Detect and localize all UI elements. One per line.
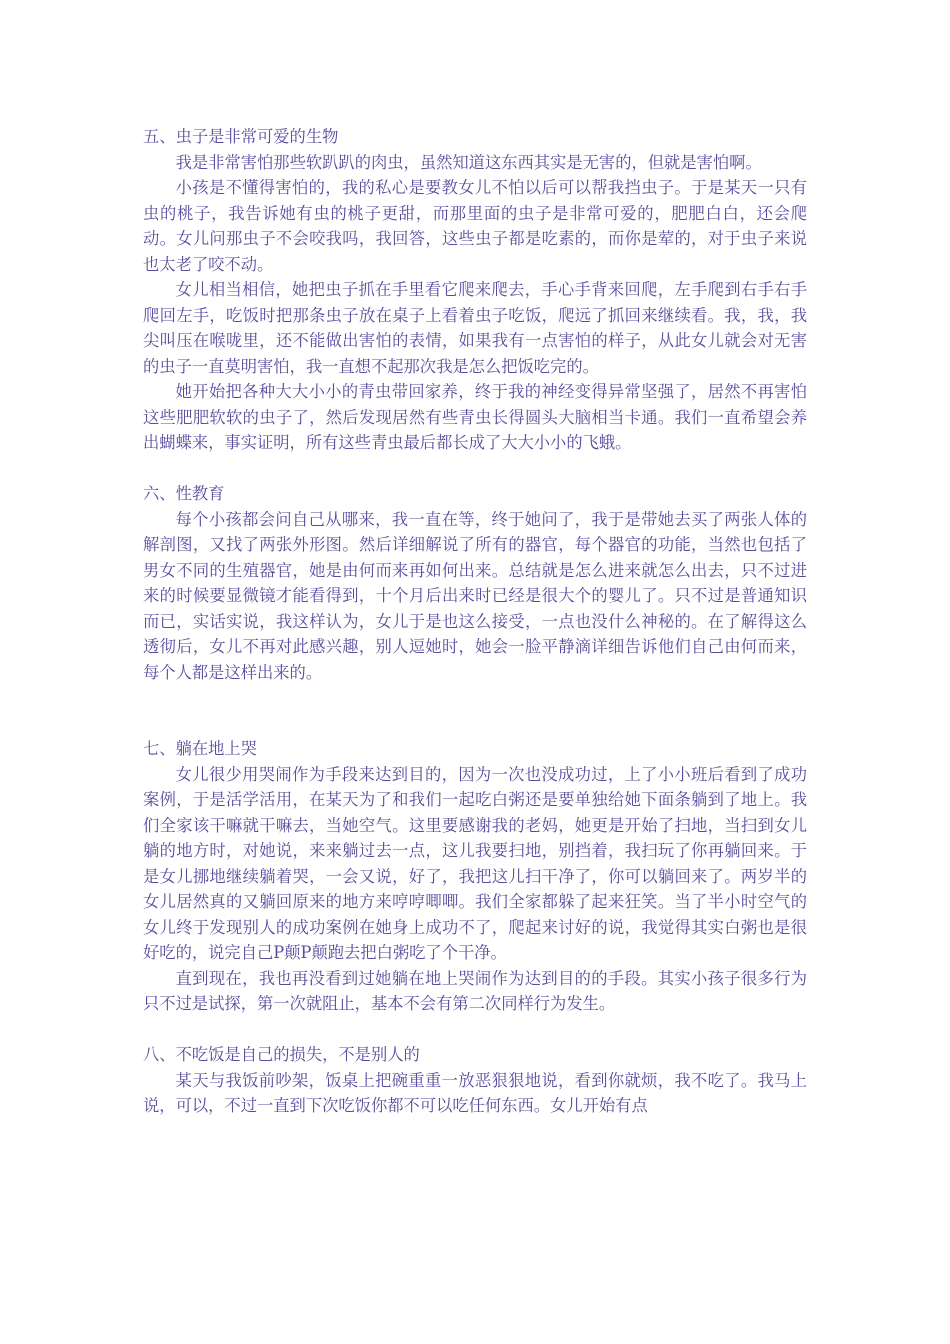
section-heading: 七、躺在地上哭 xyxy=(143,739,257,758)
paragraph: 某天与我饭前吵架，饭桌上把碗重重一放恶狠狠地说，看到你就烦，我不吃了。我马上说，可以，不过一直到下次吃饭你都不可以吃任何东西。女儿开始有点 xyxy=(143,1070,807,1115)
paragraph: 小孩是不懂得害怕的，我的私心是要教女儿不怕以后可以帮我挡虫子。于是某天一只有虫的桃子，我告诉她有虫的桃子更甜，而那里面的虫子是非常可爱的，肥肥白白，还会爬动。女儿问那虫子不会咬我吗，我回答，这些虫子都是吃素的，而你是荤的，对于虫子来说也太老了咬不动。 xyxy=(143,178,807,274)
section-sex-education xyxy=(143,481,807,685)
section-spacer xyxy=(143,685,807,736)
section-spacer xyxy=(143,1017,807,1043)
paragraph: 每个小孩都会问自己从哪来，我一直在等，终于她问了，我于是带她去买了两张人体的解剖图，又找了两张外形图。然后详细解说了所有的器官，每个器官的功能，当然也包括了男女不同的生殖器官，她是由何而来再如何出来。总结就是怎么进来就怎么出去，只不过进来的时候要显微镜才能看得到，十个月后出来时已经是很大个的婴儿了。只不过是普通知识而已，实话实说，我这样认为，女儿于是也这么接受，一点也没什么神秘的。在了解得这么透彻后，女儿不再对此感兴趣，别人逗她时，她会一脸平静滴详细告诉他们自己由何而来，每个人都是这样出来的。 xyxy=(143,509,807,682)
paragraph: 我是非常害怕那些软趴趴的肉虫，虽然知道这东西其实是无害的，但就是害怕啊。 xyxy=(175,152,762,172)
section-not-eating xyxy=(143,1042,807,1119)
section-spacer xyxy=(143,456,807,482)
paragraph: 直到现在，我也再没看到过她躺在地上哭闹作为达到目的的手段。其实小孩子很多行为只不过是试探，第一次就阻止，基本不会有第二次同样行为发生。 xyxy=(143,968,807,1013)
paragraph: 女儿很少用哭闹作为手段来达到目的，因为一次也没成功过，上了小小班后看到了成功案例，于是活学活用，在某天为了和我们一起吃白粥还是要单独给她下面条躺到了地上。我们全家该干嘛就干嘛去，当她空气。这里要感谢我的老妈，她更是开始了扫地，当扫到女儿躺的地方时，对她说，来来躺过去一点，这儿我要扫地，别挡着，我扫玩了你再躺回来。于是女儿挪地继续躺着哭，一会又说，好了，我把这儿扫干净了，你可以躺回来了。两岁半的女儿居然真的又躺回原来的地方来哼哼唧唧。我们全家都躲了起来狂笑。当了半小时空气的女儿终于发现别人的成功案例在她身上成功不了，爬起来讨好的说，我觉得其实白粥也是很好吃的，说完自己P颠P颠跑去把白粥吃了个干净。 xyxy=(143,764,807,962)
section-heading: 八、不吃饭是自己的损失，不是别人的 xyxy=(143,1045,420,1064)
document-page xyxy=(143,124,807,1119)
section-heading: 五、虫子是非常可爱的生物 xyxy=(143,127,339,146)
section-lying-on-floor xyxy=(143,736,807,1017)
paragraph: 她开始把各种大大小小的青虫带回家养，终于我的神经变得异常坚强了，居然不再害怕这些肥肥软软的虫子了，然后发现居然有些青虫长得圆头大脑相当卡通。我们一直希望会养出蝴蝶来，事实证明，所有这些青虫最后都长成了大大小小的飞蛾。 xyxy=(143,382,807,452)
section-heading: 六、性教育 xyxy=(143,484,225,503)
paragraph: 女儿相当相信，她把虫子抓在手里看它爬来爬去，手心手背来回爬，左手爬到右手右手爬回左手，吃饭时把那条虫子放在桌子上看着虫子吃饭，爬远了抓回来继续看。我，我，我尖叫压在喉咙里，还不能做出害怕的表情，如果我有一点害怕的样子，从此女儿就会对无害的虫子一直莫明害怕，我一直想不起那次我是怎么把饭吃完的。 xyxy=(143,280,807,376)
section-insects xyxy=(143,124,807,456)
